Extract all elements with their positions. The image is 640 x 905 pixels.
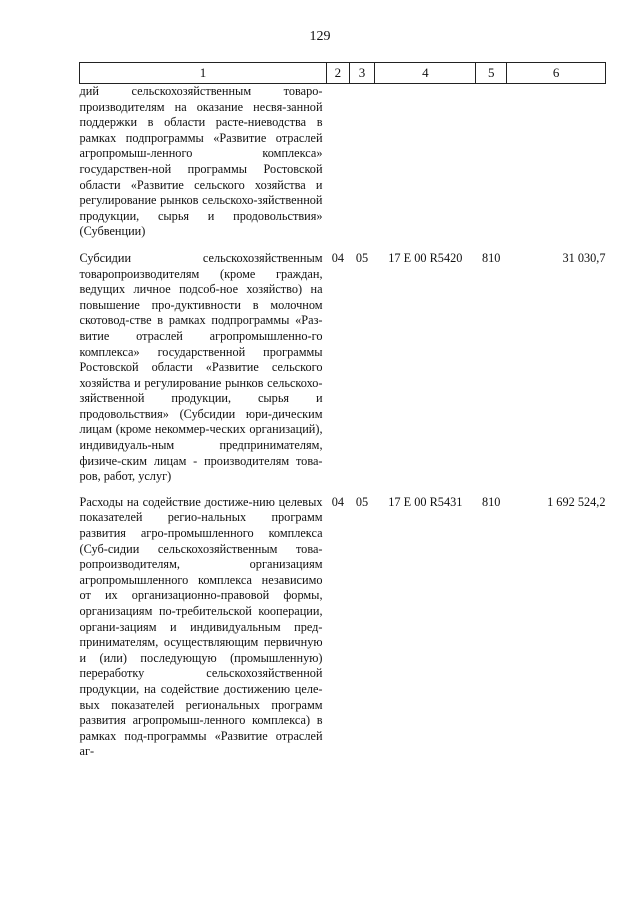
header-col-1: 1 [80, 63, 327, 84]
table-row [80, 485, 606, 760]
row-description: дий сельскохозяйственным товаро-производителям на оказание несвя-занной поддержки в области расте-ниеводства в рамках подпрограммы «Развитие отраслей агропромыш-ленного комплекса» государствен-ной программы Ростовской области «Развитие сельского хозяйства и регулирование рынков сельскохо-зяйственной продукции, сырья и продовольствия» (Субвенции) [79, 84, 323, 239]
row-amount: 1 692 524,2 [547, 494, 606, 509]
table-row [80, 240, 606, 485]
row-subsection-code: 05 [355, 494, 369, 509]
row-target-article-code: 17 Е 00 R5420 [388, 250, 463, 265]
row-section-code [327, 84, 350, 240]
page-number: 129 [309, 29, 331, 44]
table-header [80, 63, 606, 84]
row-target-article-code [375, 84, 476, 240]
header-col-4: 4 [375, 63, 476, 84]
row-subsection-code: 05 [355, 250, 369, 265]
row-expense-type-code: 810 [481, 494, 501, 509]
row-section-code: 04 [331, 250, 344, 265]
budget-table [79, 62, 606, 760]
row-target-article-code: 17 Е 00 R5431 [388, 494, 463, 509]
table-body [80, 84, 606, 760]
header-row [80, 63, 606, 84]
row-section-code: 04 [331, 494, 344, 509]
row-amount: 31 030,7 [562, 250, 606, 265]
row-description: Расходы на содействие достиже-нию целевых показателей регио-нальных программ развития агро-промышленного комплекса (Суб-сидии сельскохозяйственным това-ропроизводителям, организациям агропромышленного комплекса независимо от их организационно-правовой формы, организациям по-требительской кооперации, органи-зациям и индивидуальным пред-принимателям, осуществляющим первичную и (или) последующую (промышленную) переработку сельскохозяйственной продукции, на содействие достижению целе-вых показателей региональных программ развития агропромыш-ленного комплекса) в рамках под-программы «Развитие отраслей аг- [79, 494, 323, 759]
row-expense-type-code [476, 84, 507, 240]
header-col-5: 5 [476, 63, 507, 84]
row-subsection-code [349, 84, 375, 240]
header-col-3: 3 [349, 63, 375, 84]
row-expense-type-code: 810 [481, 250, 501, 265]
table-row [80, 84, 606, 240]
header-col-6: 6 [507, 63, 606, 84]
row-amount [507, 84, 606, 240]
row-description: Субсидии сельскохозяйственным товаропроизводителям (кроме граждан, ведущих личное подсоб-ное хозяйство) на повышение про-дуктивности в молочном скотовод-стве в рамках подпрограммы «Раз-витие отраслей агропромышленно-го комплекса» государственной программы Ростовской области «Развитие сельского хозяйства и регулирование рынков сельскохо-зяйственной продукции, сырья и продовольствия» (Субсидии юри-дическим лицам (кроме некоммер-ческих организаций), индивидуаль-ным предпринимателям, физиче-ским лицам - производителям това-ров, работ, услуг) [79, 250, 323, 484]
header-col-2: 2 [327, 63, 350, 84]
